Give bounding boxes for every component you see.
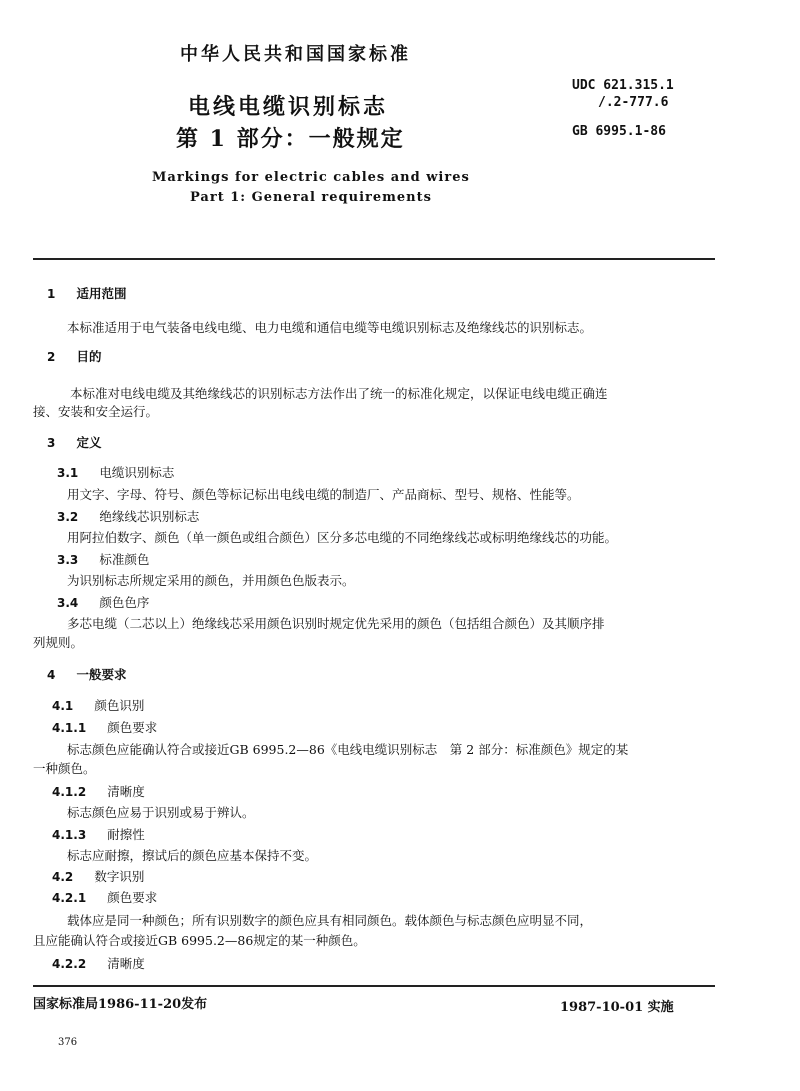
section-title: 数字识别 bbox=[94, 869, 145, 884]
header-divider bbox=[33, 258, 715, 260]
section-number: 3.4 bbox=[57, 596, 79, 610]
section-title: 绝缘线芯识别标志 bbox=[99, 509, 200, 524]
section-3-2-text: 用阿拉伯数字、颜色（单一颜色或组合颜色）区分多芯电缆的不同绝缘线芯或标明绝缘线芯的功能。 bbox=[67, 530, 618, 545]
section-number: 2 bbox=[47, 350, 56, 364]
section-4-2-heading bbox=[52, 866, 144, 885]
section-3-1-heading bbox=[57, 462, 174, 481]
section-4-2-1-text-line1: 载体应是同一种颜色；所有识别数字的颜色应具有相同颜色。载体颜色与标志颜色应明显不同， bbox=[67, 913, 593, 928]
section-4-1-1-text-line1: 标志颜色应能确认符合或接近GB 6995.2—86《电线电缆识别标志 第 2 部分：标准颜色》规定的某 bbox=[67, 742, 629, 757]
section-number: 4.1.3 bbox=[52, 828, 87, 842]
section-2-text-line2: 接、安装和安全运行。 bbox=[33, 404, 159, 419]
section-number: 3.2 bbox=[57, 510, 79, 524]
section-4-1-1-text-line2: 一种颜色。 bbox=[33, 761, 96, 776]
section-2-heading bbox=[47, 346, 101, 365]
section-3-2-heading bbox=[57, 506, 199, 525]
section-number: 4 bbox=[47, 668, 56, 682]
section-3-3-heading bbox=[57, 549, 149, 568]
section-4-heading bbox=[47, 664, 126, 683]
section-title: 清晰度 bbox=[107, 784, 145, 799]
section-4-1-1-heading bbox=[52, 717, 157, 736]
section-2-text-line1: 本标准对电线电缆及其绝缘线芯的识别标志方法作出了统一的标准化规定，以保证电线电缆正确连 bbox=[70, 386, 608, 401]
section-number: 4.1 bbox=[52, 699, 74, 713]
udc-code-line2: /.2-777.6 bbox=[598, 95, 669, 110]
section-title: 适用范围 bbox=[76, 286, 127, 301]
section-number: 4.2.1 bbox=[52, 891, 87, 905]
section-number: 4.2.2 bbox=[52, 957, 87, 971]
section-title: 颜色要求 bbox=[107, 890, 158, 905]
section-3-1-text: 用文字、字母、符号、颜色等标记标出电线电缆的制造厂、产品商标、型号、规格、性能等。 bbox=[67, 487, 580, 502]
section-4-1-2-heading bbox=[52, 781, 145, 800]
section-4-1-2-text: 标志颜色应易于识别或易于辨认。 bbox=[67, 805, 255, 820]
english-title-line1: Markings for electric cables and wires bbox=[152, 170, 470, 185]
section-3-4-heading bbox=[57, 592, 149, 611]
footer-divider bbox=[33, 985, 715, 987]
section-4-1-3-heading bbox=[52, 824, 145, 843]
section-1-text: 本标准适用于电气装备电线电缆、电力电缆和通信电缆等电缆识别标志及绝缘线芯的识别标志。 bbox=[67, 320, 593, 335]
section-4-1-heading bbox=[52, 695, 144, 714]
section-4-2-1-heading bbox=[52, 887, 157, 906]
section-number: 3 bbox=[47, 436, 56, 450]
section-number: 4.1.2 bbox=[52, 785, 87, 799]
udc-code-line1: UDC 621.315.1 bbox=[572, 78, 674, 93]
section-1-heading bbox=[47, 283, 126, 302]
section-number: 4.1.1 bbox=[52, 721, 87, 735]
document-title-line1: 电线电缆识别标志 bbox=[188, 94, 389, 120]
effective-date: 1987-10-01 实施 bbox=[560, 1000, 674, 1015]
english-title-line2: Part 1: General requirements bbox=[190, 190, 432, 205]
section-title: 定义 bbox=[76, 435, 102, 450]
section-title: 颜色要求 bbox=[107, 720, 158, 735]
section-title: 目的 bbox=[76, 349, 102, 364]
section-title: 电缆识别标志 bbox=[99, 465, 175, 480]
section-3-4-text-line2: 列规则。 bbox=[33, 635, 84, 650]
section-number: 3.3 bbox=[57, 553, 79, 567]
section-number: 3.1 bbox=[57, 466, 79, 480]
section-title: 颜色色序 bbox=[99, 595, 150, 610]
section-title: 清晰度 bbox=[107, 956, 145, 971]
issuing-country-standard-label: 中华人民共和国国家标准 bbox=[180, 44, 411, 65]
section-title: 标准颜色 bbox=[99, 552, 150, 567]
section-4-2-2-heading bbox=[52, 953, 145, 972]
section-title: 耐擦性 bbox=[107, 827, 145, 842]
section-number: 4.2 bbox=[52, 870, 74, 884]
section-3-heading bbox=[47, 432, 101, 451]
section-4-1-3-text: 标志应耐擦，擦试后的颜色应基本保持不变。 bbox=[67, 848, 318, 863]
section-number: 1 bbox=[47, 287, 56, 301]
section-3-4-text-line1: 多芯电缆（二芯以上）绝缘线芯采用颜色识别时规定优先采用的颜色（包括组合颜色）及其顺序排 bbox=[67, 616, 605, 631]
section-3-3-text: 为识别标志所规定采用的颜色，并用颜色色版表示。 bbox=[67, 573, 355, 588]
page-number: 376 bbox=[58, 1037, 78, 1048]
document-title-line2: 第 1 部分：一般规定 bbox=[176, 126, 405, 152]
issued-date: 国家标准局1986-11-20发布 bbox=[33, 997, 208, 1012]
section-title: 一般要求 bbox=[76, 667, 127, 682]
section-title: 颜色识别 bbox=[94, 698, 145, 713]
gb-standard-code: GB 6995.1-86 bbox=[572, 124, 666, 139]
section-4-2-1-text-line2: 且应能确认符合或接近GB 6995.2—86规定的某一种颜色。 bbox=[33, 933, 366, 948]
